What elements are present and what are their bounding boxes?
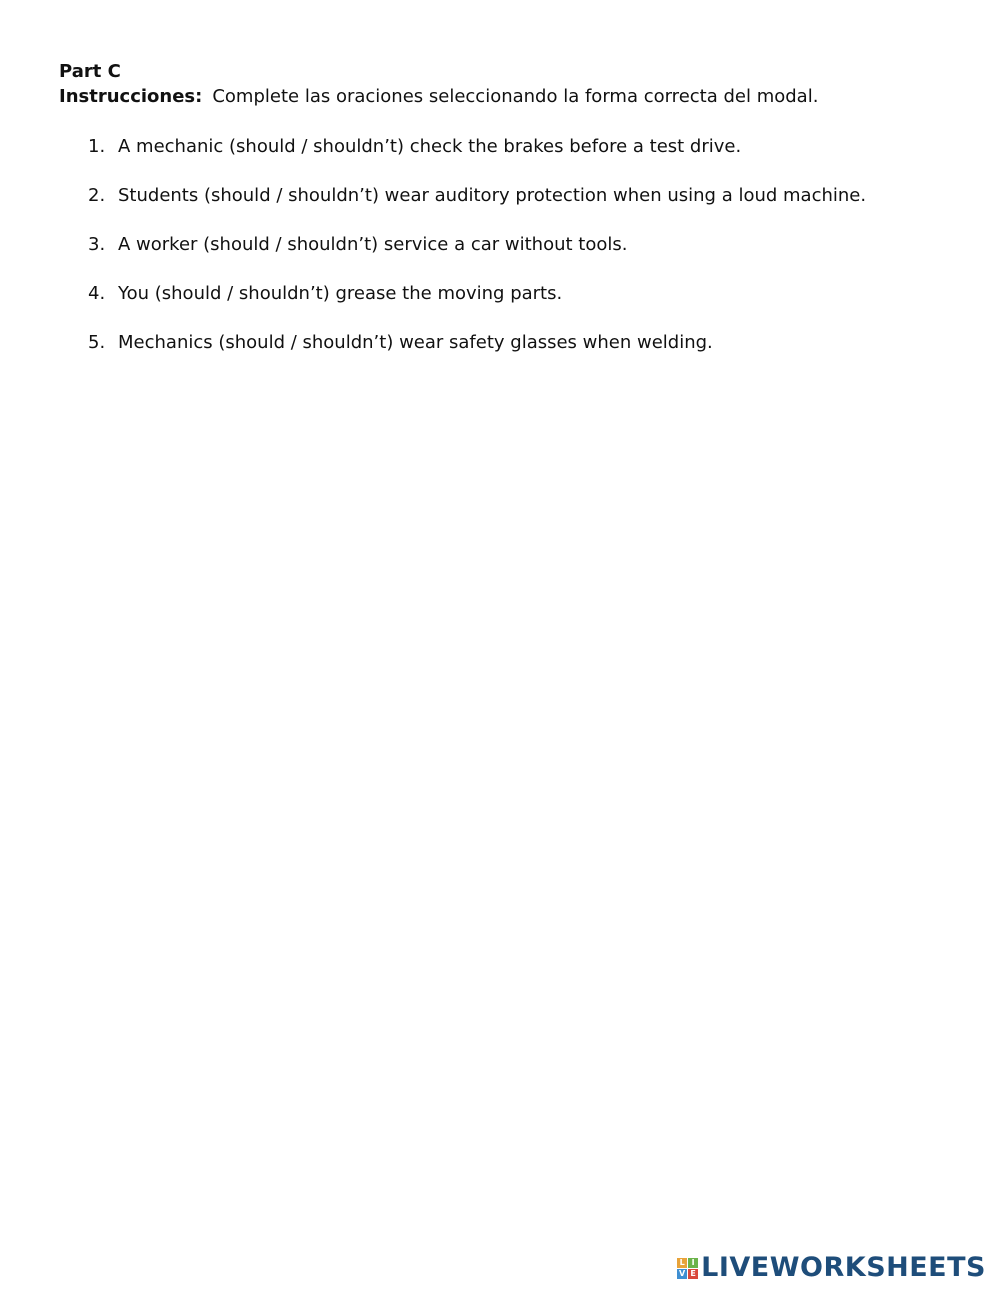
question-number: 3. xyxy=(88,234,106,255)
question-item xyxy=(59,232,959,258)
question-number: 5. xyxy=(88,332,106,353)
instructions-text: Complete las oraciones seleccionando la forma correcta del modal. xyxy=(212,86,819,107)
question-number: 2. xyxy=(88,185,106,206)
liveworksheets-logo xyxy=(677,1254,986,1282)
instructions xyxy=(59,84,959,110)
question-item xyxy=(59,183,959,209)
question-text: You (should / shouldn’t) grease the moving parts. xyxy=(118,283,563,304)
question-item xyxy=(59,281,959,307)
question-number: 1. xyxy=(88,136,106,157)
logo-mark-e: E xyxy=(688,1269,698,1279)
worksheet xyxy=(59,60,959,379)
question-text: A mechanic (should / shouldn’t) check the brakes before a test drive. xyxy=(118,136,742,157)
question-item xyxy=(59,134,959,160)
logo-mark-v: V xyxy=(679,1268,686,1278)
question-list xyxy=(59,134,959,356)
logo-mark-i: I xyxy=(688,1258,698,1268)
question-text: A worker (should / shouldn’t) service a car without tools. xyxy=(118,234,628,255)
logo-text: LIVEWORKSHEETS xyxy=(701,1252,986,1283)
question-number: 4. xyxy=(88,283,106,304)
question-text: Students (should / shouldn’t) wear auditory protection when using a loud machine. xyxy=(118,185,867,206)
liveworksheets-mark-icon xyxy=(677,1258,698,1279)
question-item xyxy=(59,330,959,356)
part-title: Part C xyxy=(59,61,121,82)
logo-mark-l: L xyxy=(677,1258,687,1268)
instructions-label: Instrucciones: xyxy=(59,86,203,107)
question-text: Mechanics (should / shouldn’t) wear safety glasses when welding. xyxy=(118,332,713,353)
